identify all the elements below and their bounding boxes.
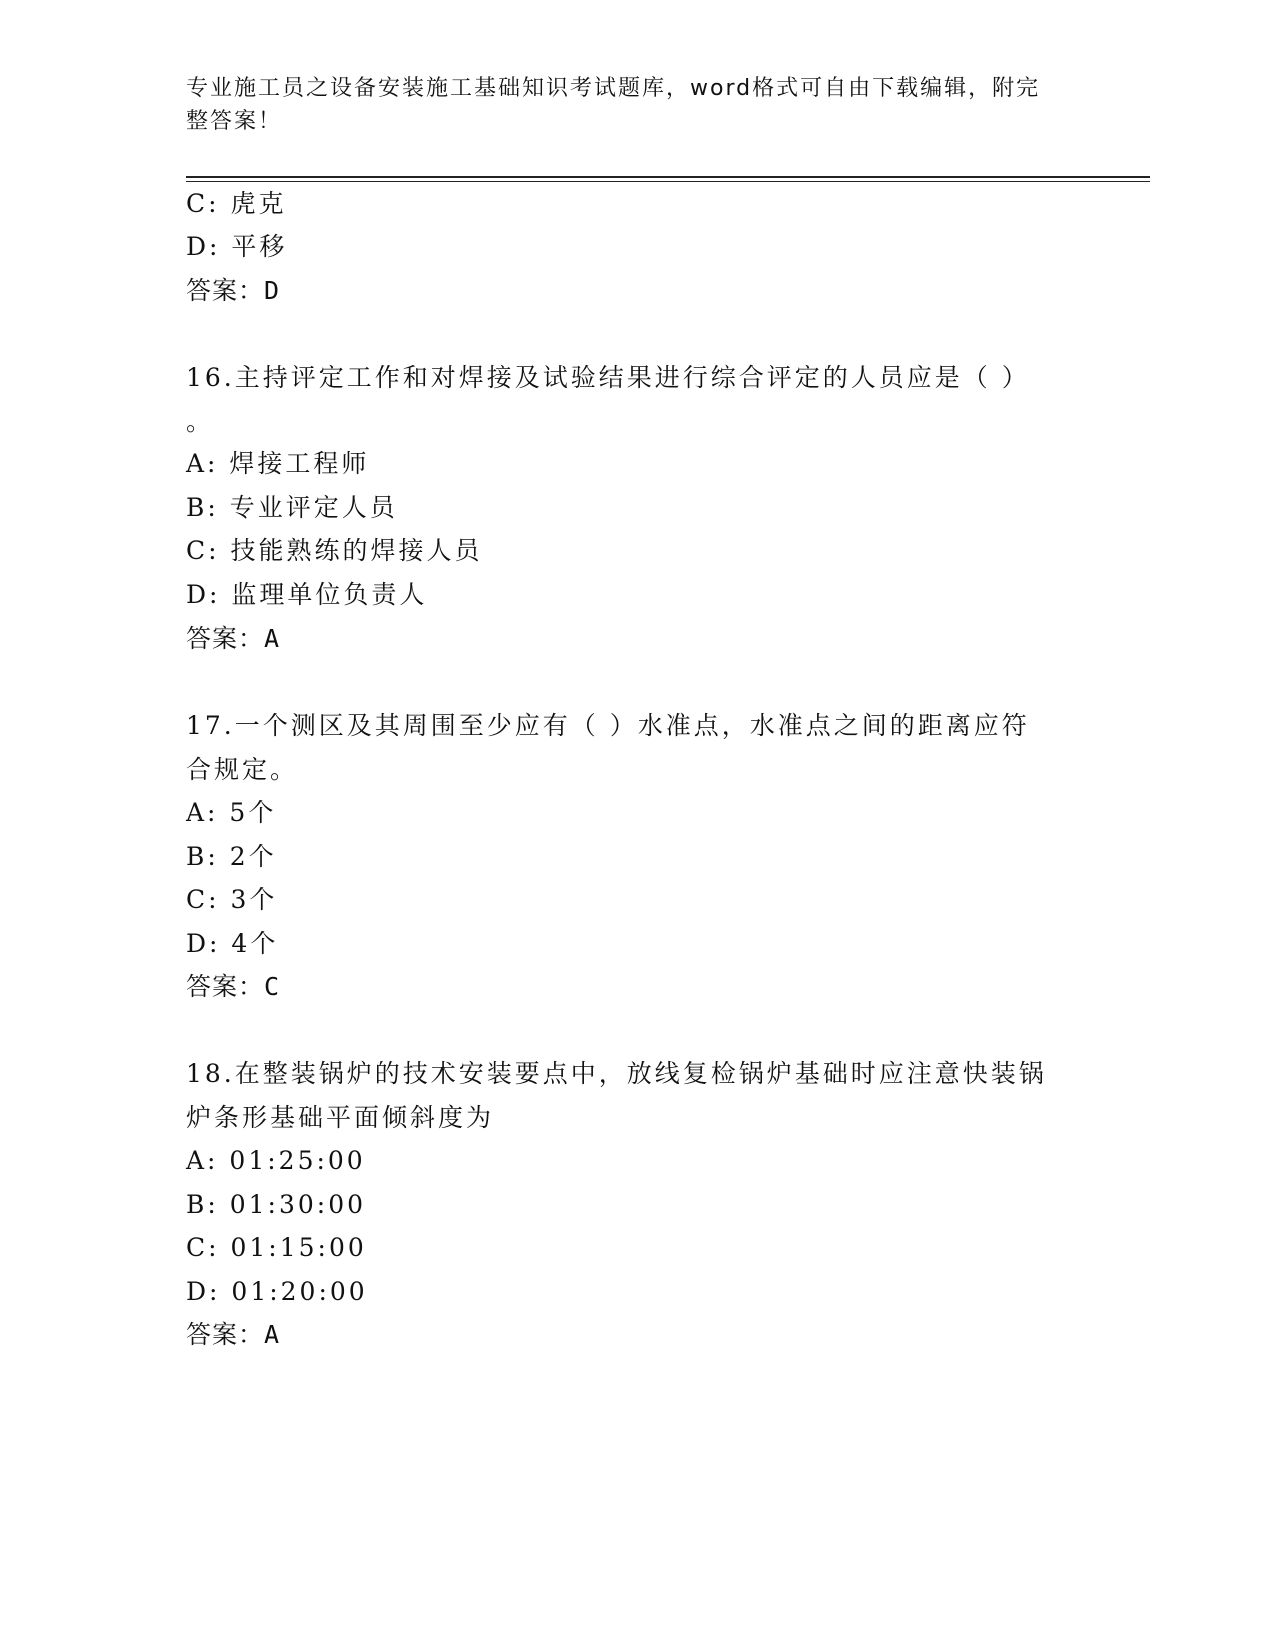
- answer-value: D: [264, 276, 281, 305]
- answer-line: [186, 972, 280, 1002]
- option-d: D: 01:20:00: [186, 1277, 368, 1306]
- answer-label: 答案：: [186, 972, 265, 1001]
- answer-line: [186, 624, 280, 654]
- option-c: C: 虎克: [186, 189, 287, 218]
- header-line-2: 整答案！: [186, 109, 283, 134]
- answer-label: 答案：: [186, 624, 265, 653]
- option-b: B: 01:30:00: [186, 1190, 367, 1219]
- option-c: C: 技能熟练的焊接人员: [186, 536, 483, 565]
- document-header: [186, 72, 1066, 138]
- option-a: A: 01:25:00: [186, 1146, 366, 1175]
- answer-line: [186, 1320, 280, 1350]
- question-stem: 16.主持评定工作和对焊接及试验结果进行综合评定的人员应是（ ）: [186, 363, 1030, 392]
- option-a: A: 焊接工程师: [186, 449, 370, 478]
- answer-label: 答案：: [186, 276, 265, 305]
- question-stem: 17.一个测区及其周围至少应有（ ）水准点，水准点之间的距离应符: [186, 711, 1030, 740]
- option-d: D: 监理单位负责人: [186, 580, 428, 609]
- answer-value: C: [264, 972, 281, 1001]
- question-stem-cont: 炉条形基础平面倾斜度为: [186, 1103, 495, 1132]
- question-stem: 18.在整装锅炉的技术安装要点中，放线复检锅炉基础时应注意快装锅: [186, 1059, 1047, 1088]
- option-b: B: 专业评定人员: [186, 493, 398, 522]
- answer-line: [186, 276, 280, 306]
- header-divider-thin: [186, 181, 1150, 182]
- answer-value: A: [264, 1320, 281, 1349]
- option-b: B: 2个: [186, 842, 277, 871]
- header-line-1: 专业施工员之设备安装施工基础知识考试题库，word格式可自由下载编辑，附完: [186, 76, 1041, 101]
- question-stem-cont: 。: [186, 407, 215, 436]
- answer-label: 答案：: [186, 1320, 265, 1349]
- option-d: D: 平移: [186, 232, 288, 261]
- option-a: A: 5个: [186, 798, 277, 827]
- option-c: C: 01:15:00: [186, 1233, 367, 1262]
- option-d: D: 4个: [186, 929, 279, 958]
- header-divider: [186, 176, 1150, 178]
- question-stem-cont: 合规定。: [186, 755, 299, 784]
- option-c: C: 3个: [186, 885, 278, 914]
- answer-value: A: [264, 624, 281, 653]
